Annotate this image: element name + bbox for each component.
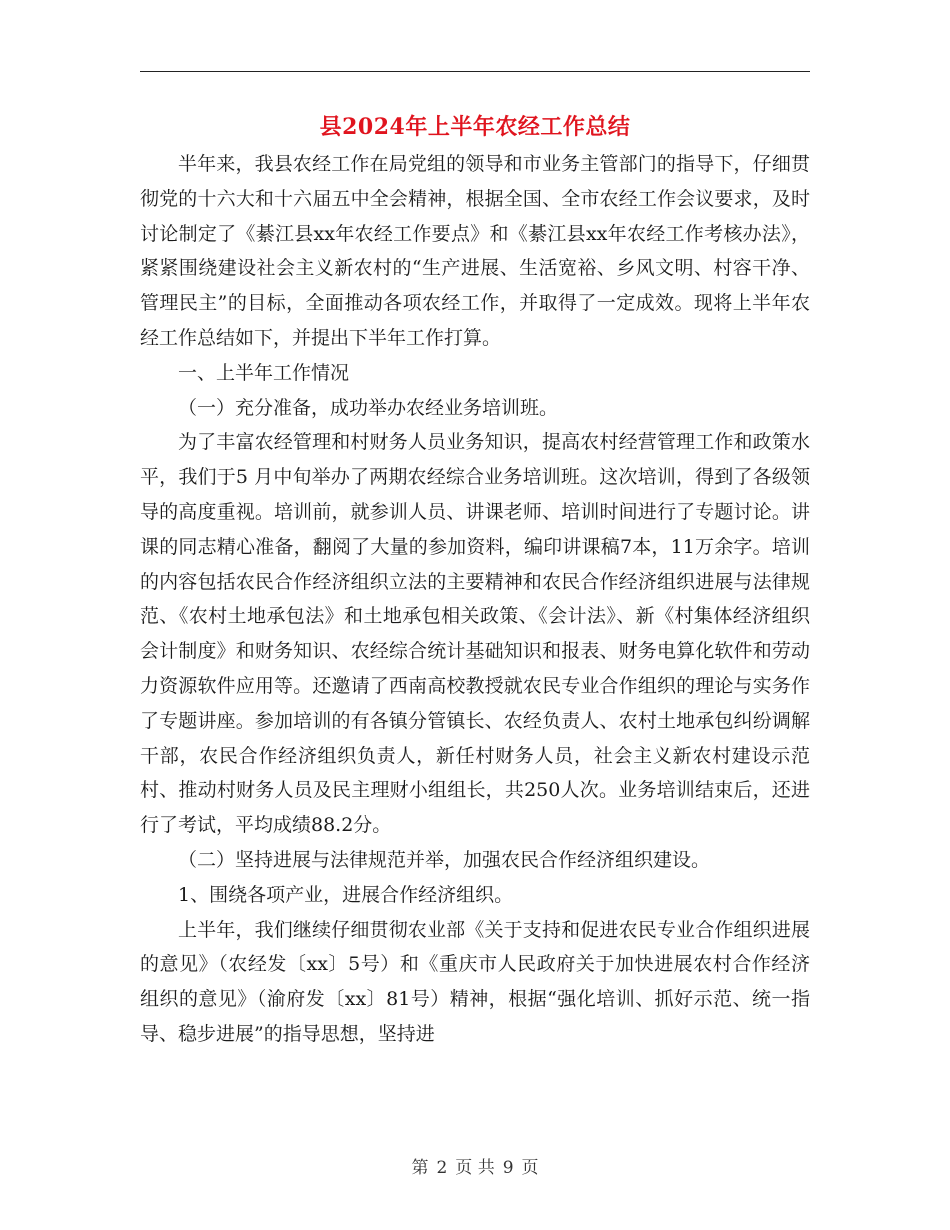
header-rule xyxy=(140,71,810,72)
current-page-number: 2 xyxy=(436,1158,448,1178)
subsection-heading-2: （二）坚持进展与法律规范并举，加强农民合作经济组织建设。 xyxy=(178,848,711,871)
paragraph-cooperatives: 上半年，我们继续仔细贯彻农业部《关于支持和促进农民专业合作组织进展的意见》（农经发〔xx〕5号）和《重庆市人民政府关于加快进展农村合作经济组织的意见》（渝府发〔xx〕81号）精神，根据“强化培训、抓好示范、统一指导、稳步进展”的指导思想，坚持进 xyxy=(140,918,810,1045)
subsection-heading-1: （一）充分准备，成功举办农经业务培训班。 xyxy=(178,396,559,419)
page-footer xyxy=(0,1153,950,1178)
document-body xyxy=(140,147,810,1052)
footer-middle: 页 共 xyxy=(455,1158,495,1178)
footer-suffix: 页 xyxy=(521,1158,539,1178)
total-pages-number: 9 xyxy=(502,1158,514,1178)
paragraph-intro: 半年来，我县农经工作在局党组的领导和市业务主管部门的指导下，仔细贯彻党的十六大和十六届五中全会精神，根据全国、全市农经工作会议要求，及时讨论制定了《綦江县xx年农经工作要点》和《綦江县xx年农经工作考核办法》，紧紧围绕建设社会主义新农村的“生产进展、生活宽裕、乡风文明、村容干净、管理民主”的目标，全面推动各项农经工作，并取得了一定成效。现将上半年农经工作总结如下，并提出下半年工作打算。 xyxy=(140,153,810,349)
item-heading-1: 1、围绕各项产业，进展合作经济组织。 xyxy=(178,883,514,906)
document-title: 县2024年上半年农经工作总结 xyxy=(319,114,631,140)
footer-prefix: 第 xyxy=(411,1158,429,1178)
paragraph-training: 为了丰富农经管理和村财务人员业务知识，提高农村经营管理工作和政策水平，我们于5 月中旬举办了两期农经综合业务培训班。这次培训，得到了各级领导的高度重视。培训前，就参训人员、讲课老师、培训时间进行了专题讨论。讲课的同志精心准备，翻阅了大量的参加资料，编印讲课稿7本，11万余字。培训的内容包括农民合作经济组织立法的主要精神和农民合作经济组织进展与法律规范、《农村土地承包法》和土地承包相关政策、《会计法》、新《村集体经济组织会计制度》和财务知识、农经综合统计基础知识和报表、财务电算化软件和劳动力资源软件应用等。还邀请了西南高校教授就农民专业合作组织的理论与实务作了专题讲座。参加培训的有各镇分管镇长、农经负责人、农村土地承包纠纷调解干部，农民合作经济组织负责人，新任村财务人员，社会主义新农村建设示范村、推动村财务人员及民主理财小组组长，共250人次。业务培训结束后，还进行了考试，平均成绩88.2分。 xyxy=(140,431,810,837)
section-heading-1: 一、上半年工作情况 xyxy=(178,361,350,384)
